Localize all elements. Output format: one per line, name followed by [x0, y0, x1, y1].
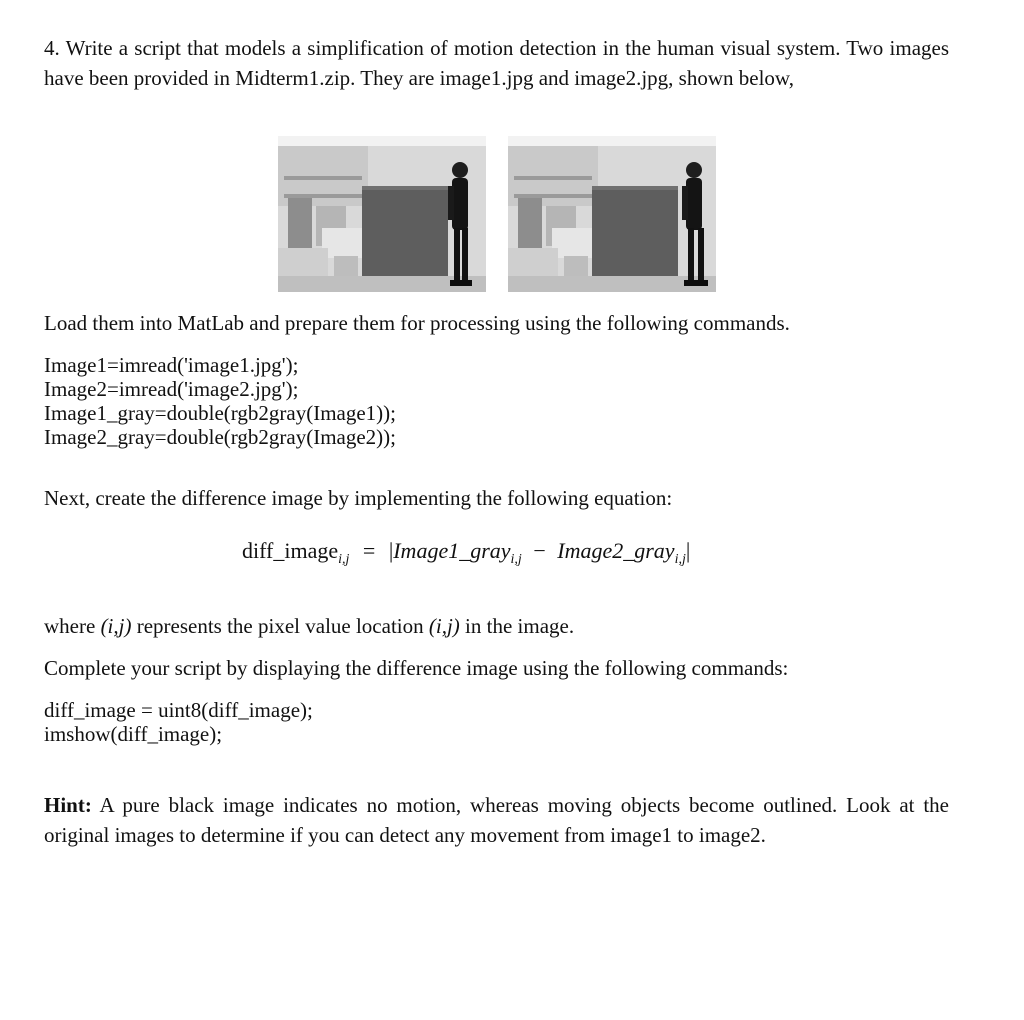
image1-figure [278, 136, 486, 292]
eq-term1: Image1_gray [393, 538, 511, 563]
question-number: 4. [44, 36, 60, 60]
where-post: in the image. [465, 614, 575, 638]
eq-lhs: diff_image [242, 538, 339, 563]
hint-text: A pure black image indicates no motion, whereas moving objects become outlined. Look at the original images to determine if you can detect any movement from image1 to image2. [44, 793, 949, 847]
where-ij-1: (i,j) [100, 614, 132, 638]
eq-term2: Image2_gray [557, 538, 675, 563]
code-line: Image1_gray=double(rgb2gray(Image1)); [44, 401, 396, 425]
image2-figure [508, 136, 716, 292]
eq-equals: = [362, 538, 376, 563]
eq-bar-close: | [685, 538, 691, 563]
eq-lhs-sub: i,j [338, 552, 350, 567]
code-line: Image2_gray=double(rgb2gray(Image2)); [44, 425, 396, 449]
display-code-block [44, 698, 313, 746]
load-code-block [44, 353, 396, 449]
image1-photo [278, 136, 486, 292]
complete-instructions: Complete your script by displaying the difference image using the following commands: [44, 656, 789, 680]
load-instructions: Load them into MatLab and prepare them for processing using the following commands. [44, 311, 790, 335]
difference-equation [242, 538, 690, 568]
code-line: Image2=imread('image2.jpg'); [44, 377, 299, 401]
question-intro-text: Write a script that models a simplification of motion detection in the human visual system. Two images have been provided in Midterm1.zip. They are image1.jpg and image2.jpg, shown below, [44, 36, 950, 90]
code-line: Image1=imread('image1.jpg'); [44, 353, 299, 377]
code-line: diff_image = uint8(diff_image); [44, 698, 313, 722]
question-intro [44, 33, 949, 93]
eq-bar-open: | [388, 538, 394, 563]
eq-term1-sub: i,j [510, 552, 522, 567]
where-mid: represents the pixel value location [136, 614, 424, 638]
image2-photo [508, 136, 716, 292]
where-ij-2: (i,j) [428, 614, 460, 638]
where-pre: where [44, 614, 96, 638]
code-line: imshow(diff_image); [44, 722, 223, 746]
hint-label: Hint: [44, 793, 92, 817]
next-instructions: Next, create the difference image by implementing the following equation: [44, 486, 673, 510]
eq-term2-sub: i,j [674, 552, 686, 567]
where-text [44, 611, 949, 641]
hint-paragraph [44, 790, 949, 850]
eq-minus: − [533, 538, 546, 563]
